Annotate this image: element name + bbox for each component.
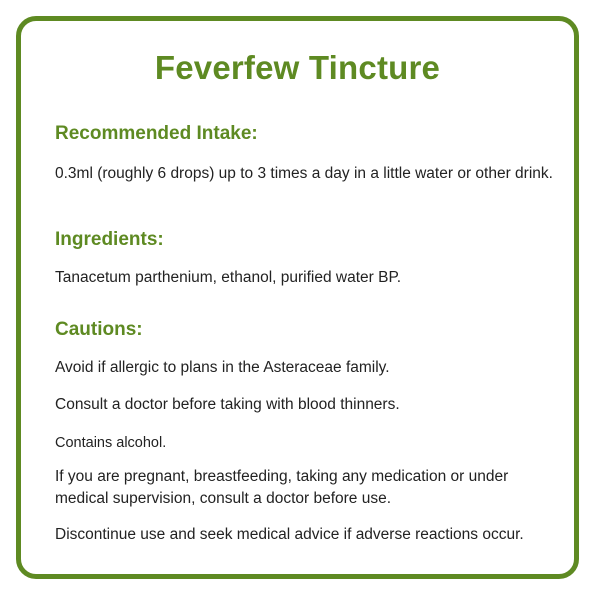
ingredients-text: Tanacetum parthenium, ethanol, purified water BP. xyxy=(55,269,402,286)
caution-item: Contains alcohol. xyxy=(55,435,167,451)
product-title: Feverfew Tincture xyxy=(154,49,441,86)
caution-item: Discontinue use and seek medical advice if adverse reactions occur. xyxy=(55,526,524,543)
caution-item: Avoid if allergic to plans in the Asteraceae family. xyxy=(55,359,390,376)
caution-item: Consult a doctor before taking with blood thinners. xyxy=(55,396,400,413)
cautions-heading: Cautions: xyxy=(55,319,143,340)
caution-item: If you are pregnant, breastfeeding, taking any medication or under medical supervision, consult a doctor before use. xyxy=(55,468,509,507)
intake-heading: Recommended Intake: xyxy=(55,123,258,144)
product-info-card xyxy=(16,16,579,579)
intake-text: 0.3ml (roughly 6 drops) up to 3 times a day in a little water or other drink. xyxy=(55,165,553,182)
ingredients-heading: Ingredients: xyxy=(55,229,164,250)
